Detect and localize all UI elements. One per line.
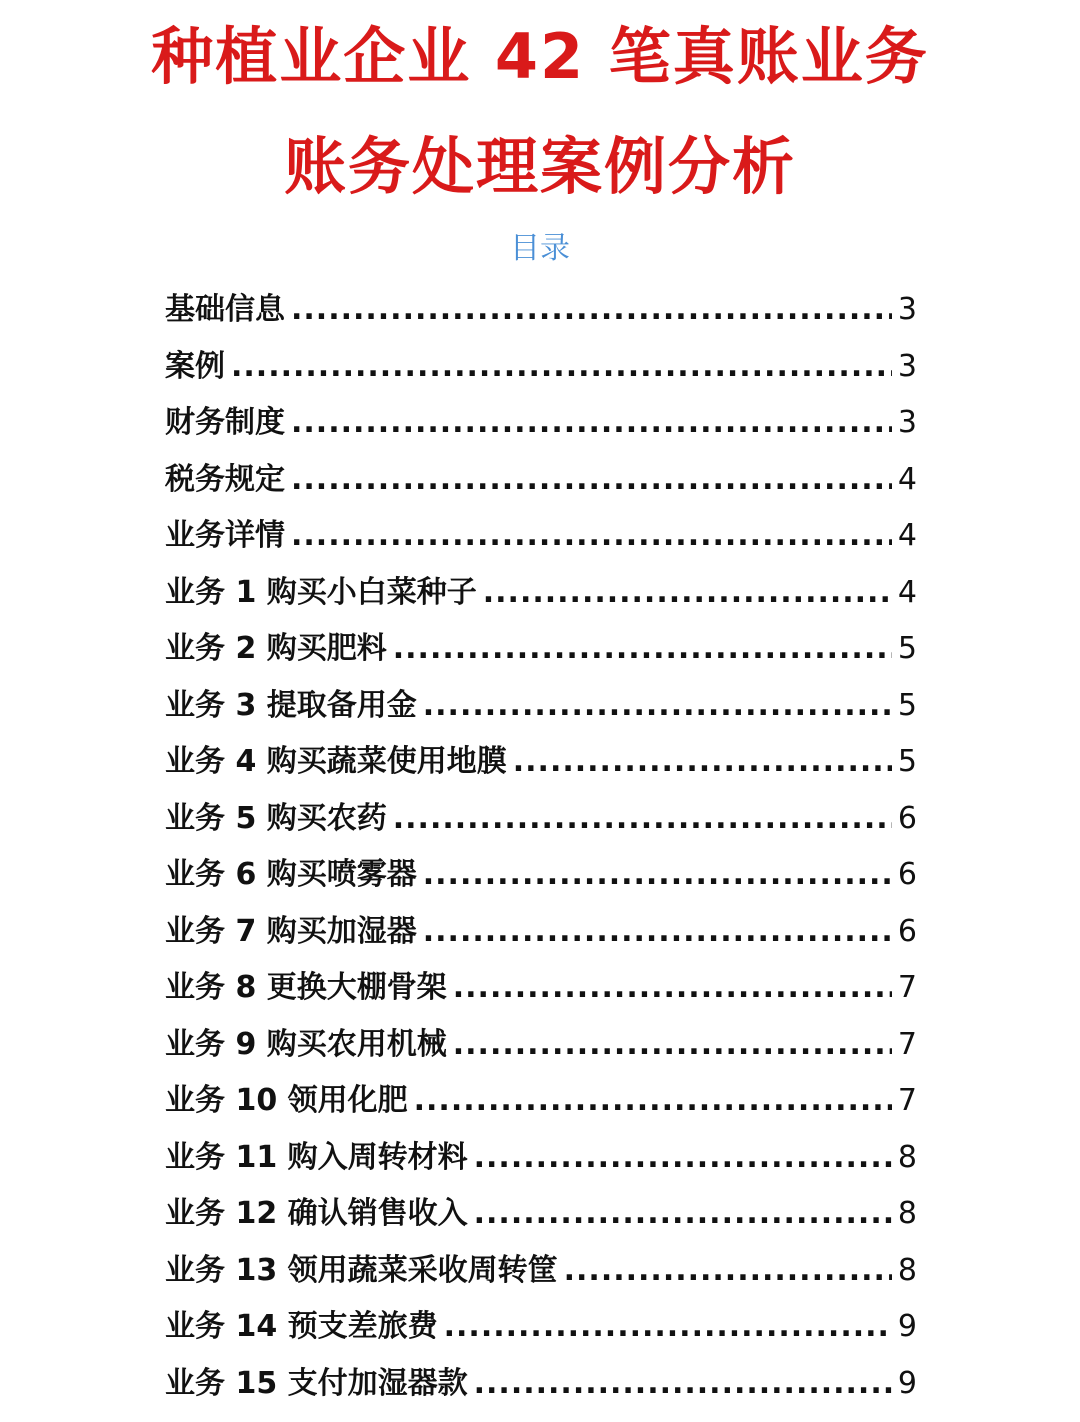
toc-entry-page-number: 3 — [897, 292, 917, 327]
toc-entry-page-number: 6 — [897, 857, 917, 892]
toc-entry[interactable] — [165, 680, 917, 737]
toc-entry-label: 基础信息 — [165, 292, 285, 327]
toc-entry[interactable] — [165, 1245, 917, 1302]
toc-entry-page-number: 3 — [897, 348, 917, 384]
toc-dot-leader — [414, 1083, 892, 1118]
toc-entry-page-number: 3 — [897, 405, 917, 440]
toc-dot-leader — [291, 518, 892, 553]
toc-dot-leader — [231, 349, 892, 384]
toc-entry-label: 业务 11 购入周转材料 — [165, 1139, 468, 1175]
toc-entry-page-number: 5 — [897, 631, 917, 666]
toc-entry-label: 业务 3 提取备用金 — [165, 687, 417, 723]
toc-entry-page-number: 8 — [897, 1196, 917, 1231]
toc-entry[interactable] — [165, 1358, 917, 1415]
toc-dot-leader — [483, 575, 892, 610]
toc-dot-leader — [444, 1309, 892, 1344]
toc-dot-leader — [393, 631, 892, 666]
toc-entry[interactable] — [165, 397, 917, 454]
toc-dot-leader — [393, 801, 892, 836]
toc-entry-label: 业务 5 购买农药 — [165, 800, 387, 836]
toc-entry-page-number: 9 — [897, 1365, 917, 1401]
toc-dot-leader — [291, 292, 892, 327]
toc-dot-leader — [423, 914, 892, 949]
toc-entry-label: 财务制度 — [165, 405, 285, 440]
toc-entry-label: 业务详情 — [165, 518, 285, 553]
toc-entry-label: 业务 7 购买加湿器 — [165, 913, 417, 949]
toc-entry[interactable] — [165, 736, 917, 793]
toc-entry-page-number: 4 — [897, 518, 917, 553]
toc-entry-label: 业务 2 购买肥料 — [165, 631, 387, 666]
toc-dot-leader — [291, 405, 892, 440]
toc-entry-page-number: 5 — [897, 687, 917, 723]
toc-entry-page-number: 8 — [897, 1252, 917, 1288]
document-title-line-2: 账务处理案例分析 — [283, 130, 796, 203]
table-of-contents — [165, 284, 917, 1414]
toc-entry-label: 业务 15 支付加湿器款 — [165, 1365, 468, 1401]
toc-dot-leader — [423, 688, 892, 723]
toc-entry[interactable] — [165, 1301, 917, 1358]
toc-entry[interactable] — [165, 962, 917, 1019]
toc-dot-leader — [453, 970, 892, 1005]
toc-dot-leader — [564, 1253, 892, 1288]
toc-entry-page-number: 8 — [897, 1139, 917, 1175]
toc-entry[interactable] — [165, 284, 917, 341]
toc-entry[interactable] — [165, 849, 917, 906]
toc-entry-page-number: 6 — [897, 800, 917, 836]
toc-entry-page-number: 5 — [897, 744, 917, 779]
toc-entry[interactable] — [165, 1075, 917, 1132]
toc-entry[interactable] — [165, 1019, 917, 1076]
toc-entry-page-number: 7 — [897, 970, 917, 1005]
toc-entry-label: 业务 13 领用蔬菜采收周转筐 — [165, 1252, 558, 1288]
toc-entry[interactable] — [165, 1188, 917, 1245]
document-title-line-1: 种植业企业 42 笔真账业务 — [151, 20, 929, 93]
toc-dot-leader — [291, 462, 892, 497]
toc-dot-leader — [474, 1196, 892, 1231]
toc-entry-page-number: 4 — [897, 461, 917, 497]
toc-entry[interactable] — [165, 454, 917, 511]
toc-entry[interactable] — [165, 510, 917, 567]
toc-dot-leader — [474, 1140, 892, 1175]
toc-heading: 目录 — [510, 231, 570, 266]
toc-entry-page-number: 6 — [897, 913, 917, 949]
toc-entry-page-number: 4 — [897, 574, 917, 610]
toc-entry-label: 业务 8 更换大棚骨架 — [165, 970, 447, 1005]
toc-entry-label: 业务 1 购买小白菜种子 — [165, 574, 477, 610]
toc-entry-page-number: 7 — [897, 1083, 917, 1118]
toc-entry[interactable] — [165, 623, 917, 680]
toc-entry-label: 业务 10 领用化肥 — [165, 1083, 408, 1118]
toc-entry-label: 业务 9 购买农用机械 — [165, 1026, 447, 1062]
toc-dot-leader — [423, 857, 892, 892]
toc-entry-label: 税务规定 — [165, 461, 285, 497]
toc-entry[interactable] — [165, 793, 917, 850]
toc-entry[interactable] — [165, 341, 917, 398]
toc-entry-page-number: 9 — [897, 1309, 917, 1344]
toc-entry-page-number: 7 — [897, 1026, 917, 1062]
toc-entry[interactable] — [165, 567, 917, 624]
toc-dot-leader — [453, 1027, 892, 1062]
toc-entry-label: 业务 14 预支差旅费 — [165, 1309, 438, 1344]
toc-entry-label: 业务 4 购买蔬菜使用地膜 — [165, 744, 507, 779]
toc-entry[interactable] — [165, 1132, 917, 1189]
toc-dot-leader — [513, 744, 892, 779]
toc-entry-label: 业务 12 确认销售收入 — [165, 1196, 468, 1231]
toc-entry-label: 业务 6 购买喷雾器 — [165, 857, 417, 892]
toc-entry-label: 案例 — [165, 348, 225, 384]
toc-dot-leader — [474, 1366, 892, 1401]
toc-entry[interactable] — [165, 906, 917, 963]
